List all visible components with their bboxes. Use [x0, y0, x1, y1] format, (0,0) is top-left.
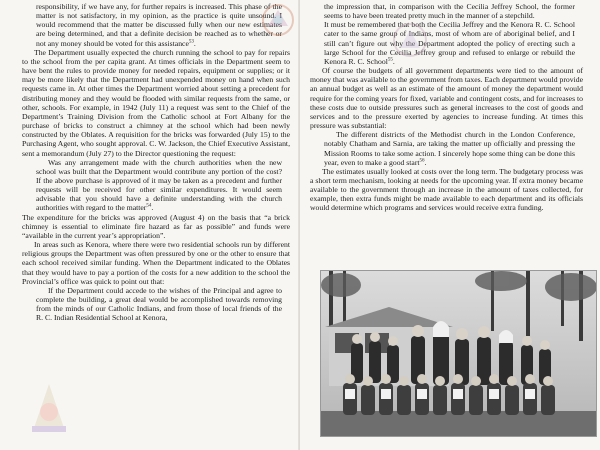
group-photo-image — [321, 271, 596, 436]
paragraph: The Department usually expected the church running the school to pay for repairs to the school from the per capita grant. At times officials in the Department seem to have bent the rules to provide money for needed repairs, equipment or supplies; or it may be more likely that the Department had unexpended money on hand when such requests came in. At other times the Department worried about setting a precedent for distributing money and they would be flooded with similar requests from the same, or other, schools. For example, in 1942 (July 11) a request was sent to the Chief of the Department’s Training Division from the Catholic school at Fort Albany for the purchase of bricks to construct a chimney at the school which had been newly constructed by the Oblates. A requisition for the bricks was forwarded (July 15) to the Purchasing Agent, who sought approval. C. W. Jackson, the Chief Executive Assistant, sent a memorandum (July 27) to the Director questioning the request: — [22, 47, 290, 158]
block-quote: the impression that, in comparison with the Cecilia Jeffrey School, the former seems to have been treated pretty much in the manner of a stepchild. — [324, 2, 575, 21]
right-page — [300, 0, 600, 450]
watermark-emblem-icon — [28, 378, 70, 436]
right-page-text — [310, 2, 583, 213]
block-quote: It must be remembered that both the Cecilia Jeffrey and the Kenora R. C. School cater to the same group of Indians, most of whom are of aboriginal belief, and I still can’t figure out why the Department adopted the policy of erecting such a large School for the Cecilia Jeffrey group and refused to enlarge or rebuild the Kenora R. C. School$^{55}$. — [324, 20, 575, 66]
historical-group-photo — [320, 270, 597, 437]
block-quote: The different districts of the Methodist church in the London Conference, notably Chatham and Sarnia, are taking the matter up officially and pressing the Mission Rooms to take some action. I sincerely hope some thing can be done this year, even to make a good start$^{56}$. — [324, 130, 575, 167]
paragraph: responsibility, if we have any, for further repairs is increased. This phase of the matter is not satisfactory, in my opinion, as the practice is quite unsound. I would recommend that the matter be discussed fully when our new estimates are being determined, and that a definite decision be reached as to whether or not any money should be voted for this assistance$^{53}$. — [36, 2, 282, 48]
paragraph: Of course the budgets of all government departments were tied to the amount of money that was available to the government from taxes. Each department would provide an annual budget as well as an estimate of the amount of money the department would require for the coming years for fixed, variable and contingent costs, and for increases to these costs due to outside pressures such as general increases to the cost of goods and services and to the pressure exerted by agencies to increase funding. At times this pressure was substantial: — [310, 66, 583, 131]
block-quote: Was any arrangement made with the church authorities when the new school was built that the Department would contribute any portion of the cost? If the above purchase is approved of it may be taken as a precedent and further requests will be received for other similar expenditures. It would seem advisable that you should have a definite understanding with the church authorities with regard to the matter$^{54}$. — [36, 157, 282, 213]
block-quote: If the Department could accede to the wishes of the Principal and agree to complete the building, a great deal would be accomplished towards removing from the minds of our Catholic Indians, and from those of local friends of the R. C. Indian Residential School at Kenora, — [36, 285, 282, 323]
left-page-text — [22, 2, 290, 322]
paragraph: The expenditure for the bricks was approved (August 4) on the basis that “a brick chimney is essential to eliminate fire hazard as far as possible” and funds were “available in the current year’s appropriation”. — [22, 212, 290, 240]
paragraph: The estimates usually looked at costs over the long term. The budgetary process was a short term mechanism, looking at needs for the upcoming year. If extra money became available to the government through an increase in the amount of taxes collected, for example, then extra funds might be made available to each department and its officials would determine which programs and services would receive extra funding. — [310, 166, 583, 213]
paragraph: In areas such as Kenora, where there were two residential schools run by different religious groups the Department was often pressured by one or the other to ensure that each school received similar funding. When the Department indicated to the Oblates that they would have to pay a portion of the costs for a new addition to the school the Provincial’s office was quick to point out that: — [22, 240, 290, 286]
